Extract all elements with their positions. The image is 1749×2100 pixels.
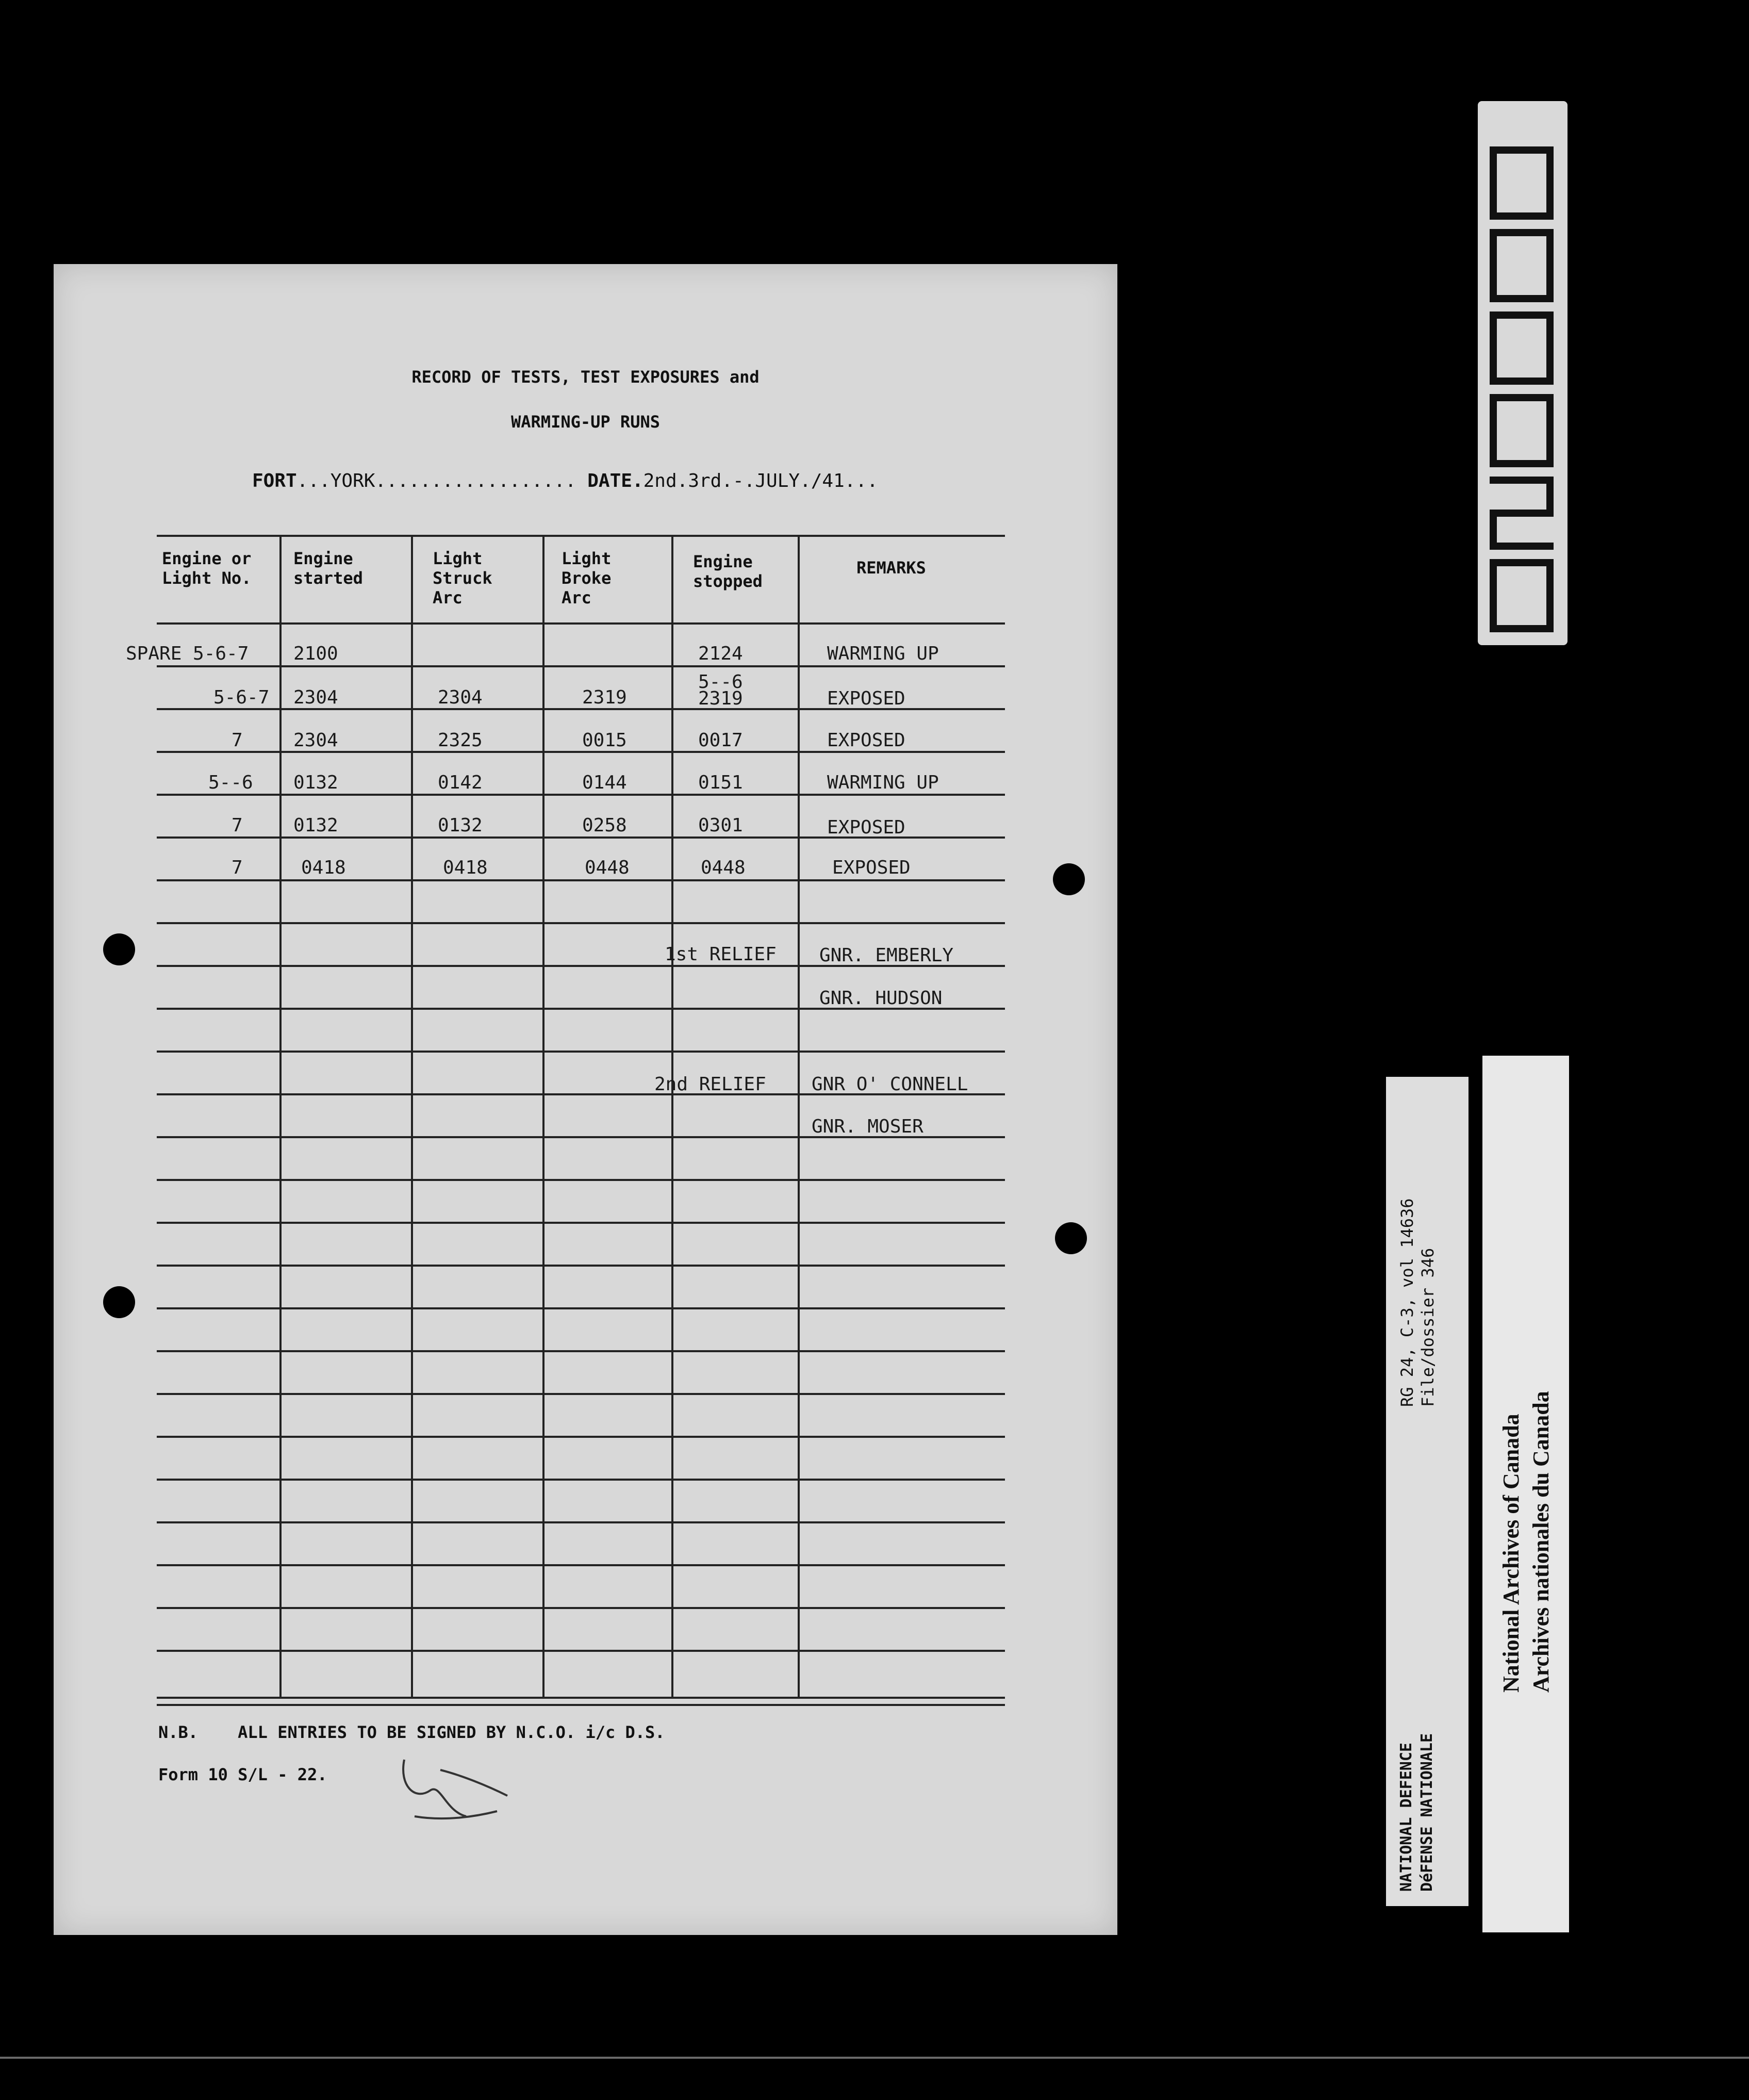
form-title-line1: RECORD OF TESTS, TEST EXPOSURES and	[411, 367, 760, 387]
header-light-broke-line3: Arc	[562, 588, 591, 608]
signature-mark	[384, 1739, 538, 1832]
header-light-no	[162, 549, 251, 588]
row1-started: 2100	[293, 643, 338, 664]
relief2-label: 2nd RELIEF	[654, 1074, 766, 1095]
row4-broke: 0144	[582, 772, 627, 793]
archives-name-fr: Archives nationales du Canada	[1528, 1391, 1554, 1693]
digit-2	[1493, 480, 1550, 546]
header-light-broke-line1: Light	[562, 549, 612, 568]
header-engine-stopped	[693, 552, 763, 591]
relief2-gunner1: GNR O' CONNELL	[812, 1074, 968, 1095]
row3-stopped: 0017	[698, 730, 743, 751]
digit-0-b	[1493, 233, 1550, 299]
header-light-struck	[433, 549, 492, 608]
header-light-struck-line2: Struck	[433, 568, 492, 588]
relief1-gunner1: GNR. EMBERLY	[819, 945, 954, 966]
header-light-no-line1: Engine or	[162, 549, 252, 568]
header-engine-started-line2: started	[293, 568, 363, 588]
row6-started: 0418	[301, 857, 346, 878]
punch-hole-right-bottom	[1055, 1222, 1087, 1254]
header-engine-stopped-line1: Engine	[693, 552, 753, 571]
row2-struck: 2304	[438, 687, 483, 708]
archives-label-strip	[1482, 1056, 1569, 1932]
row4-light: 5--6	[208, 772, 253, 793]
row2-broke: 2319	[582, 687, 627, 708]
form-number: Form 10 S/L - 22.	[158, 1765, 327, 1784]
reference-strip	[1386, 1077, 1468, 1906]
row5-broke: 0258	[582, 815, 627, 836]
row2-light: 5-6-7	[213, 687, 270, 708]
row6-light: 7	[232, 857, 243, 878]
relief2-gunner2: GNR. MOSER	[812, 1116, 923, 1137]
row2-stopped: 2319	[698, 688, 743, 709]
row4-started: 0132	[293, 772, 338, 793]
row2-started: 2304	[293, 687, 338, 708]
nb-text: ALL ENTRIES TO BE SIGNED BY N.C.O. i/c D.S.	[238, 1722, 665, 1742]
row3-light: 7	[232, 730, 243, 751]
row6-struck: 0418	[443, 857, 488, 878]
row1-light: SPARE 5-6-7	[126, 643, 249, 664]
header-light-broke-line2: Broke	[562, 568, 612, 588]
row4-remarks: WARMING UP	[827, 772, 939, 793]
row5-light: 7	[232, 815, 243, 836]
header-engine-stopped-line2: stopped	[693, 571, 763, 591]
row3-broke: 0015	[582, 730, 627, 751]
row5-stopped: 0301	[698, 815, 743, 836]
row1-stopped: 2124	[698, 643, 743, 664]
reference-line1: RG 24, C-3, vol 14636	[1397, 1198, 1417, 1407]
row3-started: 2304	[293, 730, 338, 751]
header-light-no-line2: Light No.	[162, 568, 252, 588]
row3-struck: 2325	[438, 730, 483, 751]
punch-hole-right-top	[1053, 863, 1085, 895]
dept-line2: DéFENSE NATIONALE	[1418, 1733, 1436, 1892]
dept-line1: NATIONAL DEFENCE	[1397, 1743, 1415, 1892]
row2-stopped-lights: 5--6	[698, 671, 743, 693]
archives-name-en: National Archives of Canada	[1498, 1414, 1524, 1693]
digit-0-d	[1493, 398, 1550, 464]
frame-number-strip	[1478, 101, 1568, 645]
nb-label: N.B.	[158, 1722, 199, 1742]
relief1-gunner2: GNR. HUDSON	[819, 988, 943, 1009]
row6-remarks: EXPOSED	[832, 857, 911, 878]
header-light-broke	[562, 549, 611, 608]
row5-remarks: EXPOSED	[827, 817, 905, 838]
row3-remarks: EXPOSED	[827, 730, 905, 751]
header-engine-started-line1: Engine	[293, 549, 353, 568]
fort-label: FORT	[252, 470, 297, 491]
row5-started: 0132	[293, 815, 338, 836]
punch-hole-left-bottom	[103, 1286, 135, 1318]
row-rules	[157, 666, 1005, 1651]
date-label: DATE.	[587, 470, 644, 491]
digit-0-a	[1493, 150, 1550, 216]
row2-remarks: EXPOSED	[827, 688, 905, 709]
table-grid	[54, 264, 1117, 1935]
row4-struck: 0142	[438, 772, 483, 793]
row6-stopped: 0448	[701, 857, 746, 878]
row5-struck: 0132	[438, 815, 483, 836]
header-light-struck-line1: Light	[433, 549, 483, 568]
row6-broke: 0448	[585, 857, 630, 878]
digit-0-e	[1493, 563, 1550, 629]
digit-0-c	[1493, 315, 1550, 381]
row1-remarks: WARMING UP	[827, 643, 939, 664]
scan-separator-line	[0, 2057, 1749, 2059]
relief1-label: 1st RELIEF	[665, 944, 777, 965]
header-engine-started	[293, 549, 363, 588]
header-remarks	[856, 558, 926, 578]
row4-stopped: 0151	[698, 772, 743, 793]
form-title-line2: WARMING-UP RUNS	[511, 412, 660, 432]
reference-line2: File/dossier 346	[1418, 1248, 1438, 1407]
header-light-struck-line3: Arc	[433, 588, 463, 608]
punch-hole-left-top	[103, 933, 135, 965]
record-form	[54, 264, 1117, 1935]
fort-value: ...YORK..................	[296, 470, 576, 491]
header-remarks-line1: REMARKS	[856, 558, 926, 578]
date-value: 2nd.3rd.-.JULY./41...	[643, 470, 878, 491]
frame-number-digits	[1478, 101, 1568, 645]
